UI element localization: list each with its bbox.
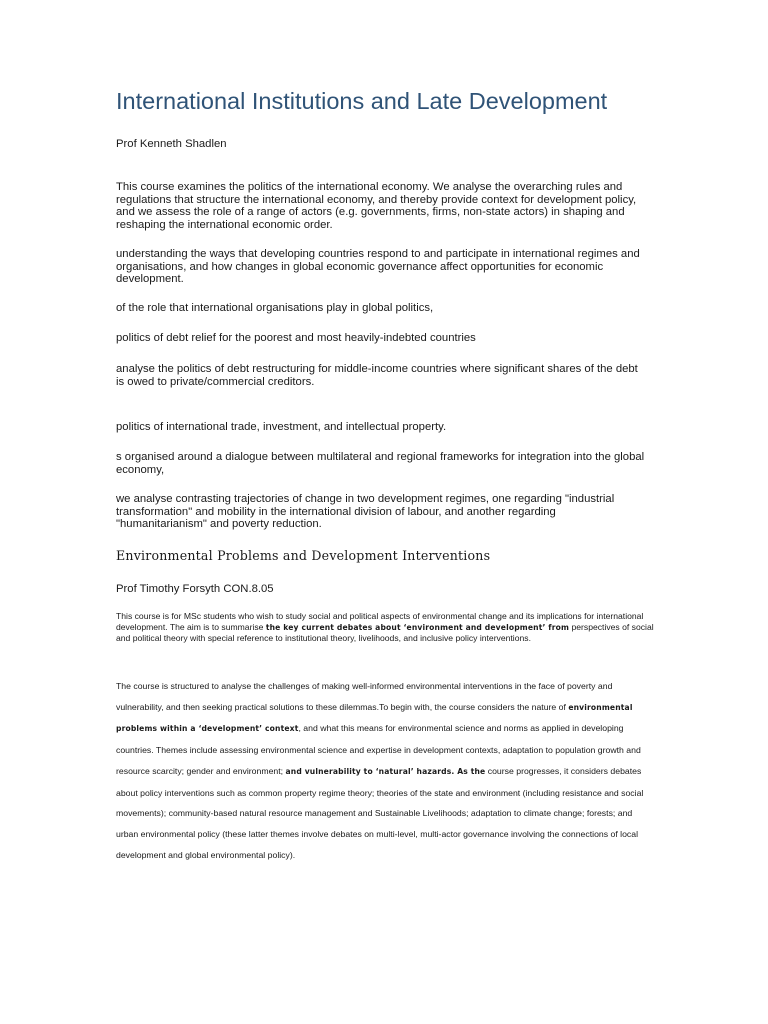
page-title: International Institutions and Late Development — [116, 88, 608, 114]
body-emphasis: environmental problems within a ‘development’ context — [116, 702, 633, 734]
paragraph: s organised around a dialogue between multilateral and regional frameworks for integration into the global economy, — [116, 451, 645, 476]
paragraph: we analyse contrasting trajectories of change in two development regimes, one regarding "industrial transformation" and mobility in the international division of labour, and another regarding "humanitarianism" and poverty reduction. — [116, 493, 615, 531]
body-paragraph — [116, 676, 656, 865]
body-text: , and what this means for environmental science and norms as applied in developing countries. Themes include assessing environmental science and expertise in development contexts, adaptation to population growth and resource scarcity; gender and environment; — [116, 723, 641, 776]
author-line: Prof Kenneth Shadlen — [116, 138, 227, 150]
paragraph: politics of international trade, investment, and intellectual property. — [116, 421, 447, 433]
author-line: Prof Timothy Forsyth CON.8.05 — [116, 583, 274, 595]
intro-text: This course is for MSc students who wish to study social and political aspects of environmental change and its implications for international development. The aim is to summarise — [116, 611, 644, 632]
intro-emphasis: the key current debates about ‘environment and development’ from — [265, 622, 570, 632]
body-emphasis: and vulnerability to ‘natural’ hazards. As the — [285, 766, 486, 776]
body-text: The course is structured to analyse the challenges of making well-informed environmental interventions in the face of poverty and vulnerability, and then seeking practical solutions to these dilemmas.To begin with, the course considers the nature of — [116, 681, 613, 712]
paragraph: analyse the politics of debt restructuring for middle-income countries where significant shares of the debt is owed to private/commercial creditors. — [116, 363, 638, 388]
paragraph: of the role that international organisations play in global politics, — [116, 302, 434, 314]
paragraph: This course examines the politics of the international economy. We analyse the overarching rules and regulations that structure the international economy, and thereby provide context for development policy, and we assess the role of a range of actors (e.g. governments, firms, non-state actors) in shaping and reshaping the international economic order. — [116, 181, 637, 231]
section-heading: Environmental Problems and Development Interventions — [116, 548, 491, 563]
intro-text: perspectives of social and political theory with special reference to institutional theory, livelihoods, and inclusive policy interventions. — [116, 621, 654, 643]
body-text: course progresses, it considers debates about policy interventions such as common property regime theory; theories of the state and environment (including resistance and social movements); community-based natural resource management and Sustainable Livelihoods; adaptation to climate change; forests; and urban environmental policy (these latter themes involve debates on multi-level, multi-actor governance involving the connections of local development and global environmental policy). — [116, 765, 644, 860]
paragraph: understanding the ways that developing countries respond to and participate in international regimes and organisations, and how changes in global economic governance affect opportunities for economic development. — [116, 248, 640, 286]
intro-paragraph — [116, 611, 656, 644]
paragraph: politics of debt relief for the poorest and most heavily-indebted countries — [116, 332, 476, 344]
